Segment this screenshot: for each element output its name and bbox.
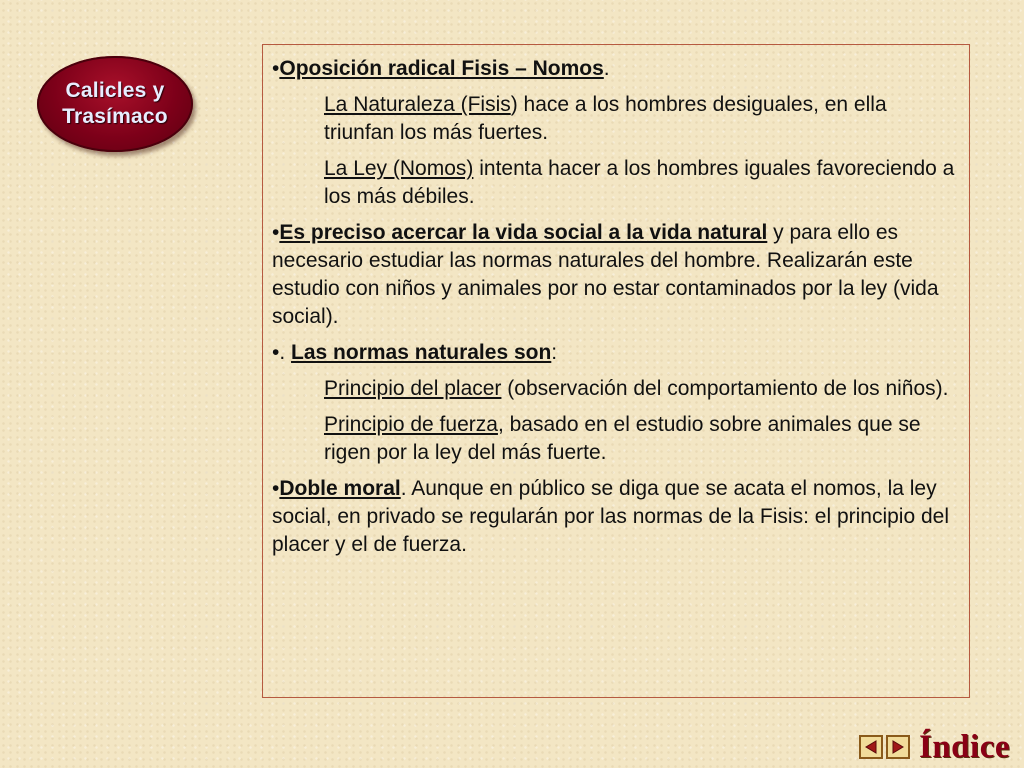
heading-normas: Las normas naturales son [291, 341, 552, 364]
heading-oposicion: Oposición radical Fisis – Nomos [279, 57, 604, 80]
text: , basado en el estudio sobre animales que se rigen por la ley del más fuerte. [324, 413, 921, 464]
term-ley: La Ley (Nomos) [324, 157, 474, 180]
previous-button[interactable] [859, 735, 883, 759]
paragraph-oposicion [272, 55, 961, 83]
term-fuerza: Principio de fuerza [324, 413, 498, 436]
badge-title-line-2: Trasímaco [62, 105, 168, 128]
badge-title-line-1: Calicles y [65, 79, 165, 102]
section-title-badge [37, 56, 193, 152]
content-box [262, 44, 970, 698]
text: . [603, 57, 610, 80]
bullet: • [272, 477, 280, 500]
triangle-right-icon [891, 740, 905, 754]
sub-ley [272, 155, 961, 211]
text: ) hace a los hombres desiguales, en ella triunfan los más fuertes. [324, 93, 887, 144]
triangle-left-icon [864, 740, 878, 754]
term-naturaleza: La Naturaleza (Fisis [324, 93, 511, 116]
paragraph-doble-moral [272, 475, 961, 559]
text: y para ello es necesario estudiar las normas naturales del hombre. Realizarán este estudio con niños y animales por no estar contaminados por la ley (vida social). [272, 221, 939, 328]
term-placer: Principio del placer [324, 377, 502, 400]
text: intenta hacer a los hombres iguales favoreciendo a los más débiles. [324, 157, 955, 208]
text: . Aunque en público se diga que se acata el nomos, la ley social, en privado se regularán por las normas de la Fisis: el principio del placer y el de fuerza. [272, 477, 950, 556]
bullet: • [272, 221, 280, 244]
sub-fuerza [272, 411, 961, 467]
text: (observación del comportamiento de los niños). [501, 377, 949, 400]
paragraph-vida-social [272, 219, 961, 331]
index-link[interactable]: Índice [918, 729, 1010, 765]
next-button[interactable] [886, 735, 910, 759]
heading-vida-social: Es preciso acercar la vida social a la vida natural [279, 221, 768, 244]
sub-naturaleza [272, 91, 961, 147]
heading-doble-moral: Doble moral [279, 477, 401, 500]
navigation-footer [859, 726, 1010, 768]
bullet: • [272, 57, 280, 80]
sub-placer [272, 375, 961, 403]
paragraph-normas [272, 339, 961, 367]
bullet: •. [272, 341, 292, 364]
text: : [551, 341, 558, 364]
